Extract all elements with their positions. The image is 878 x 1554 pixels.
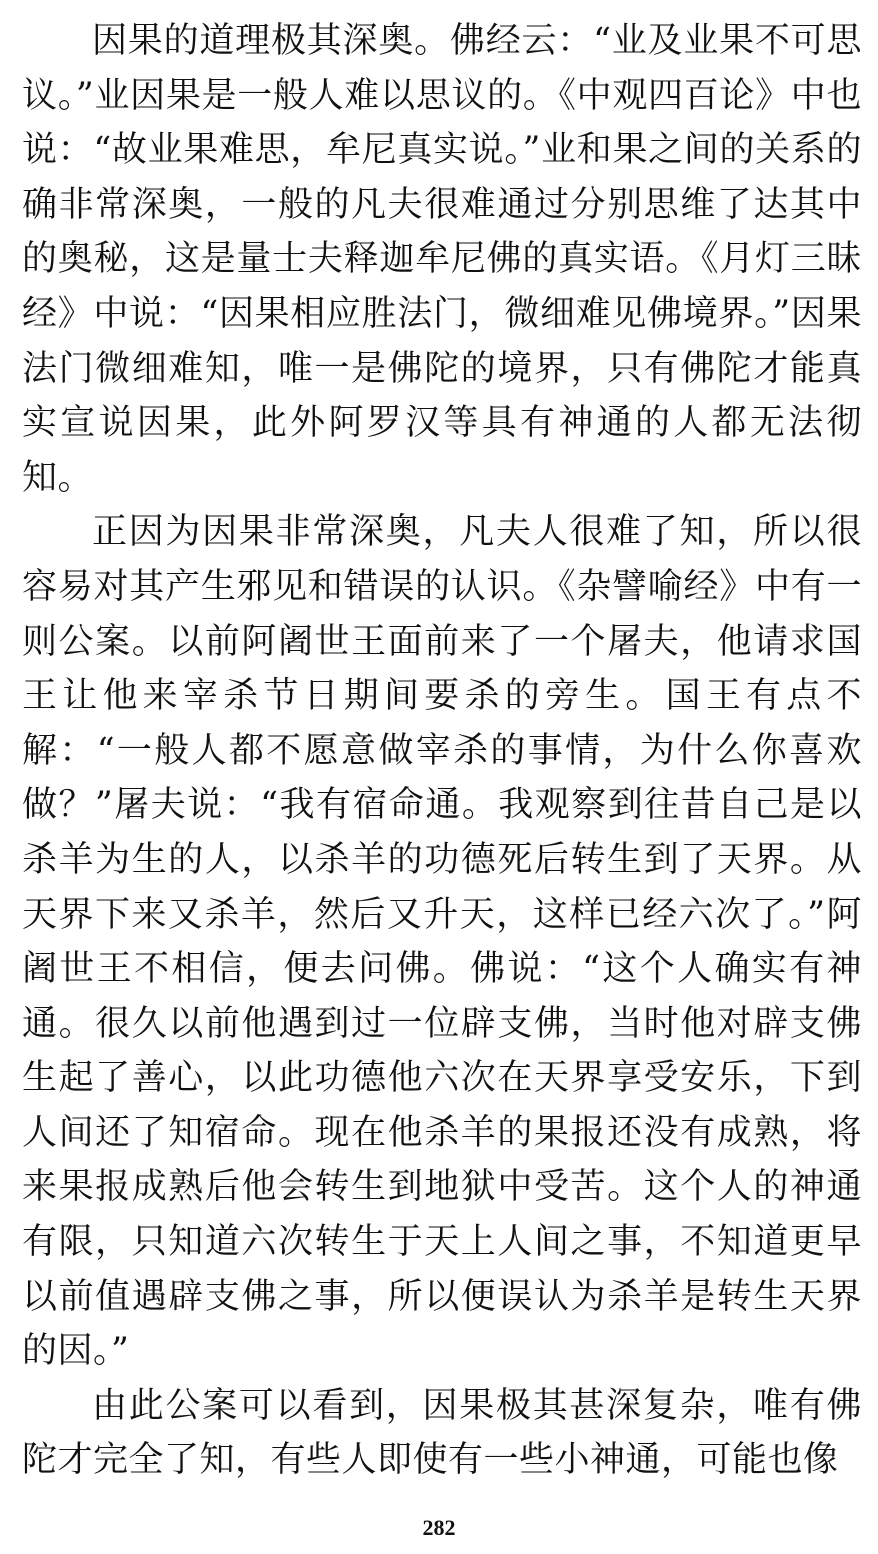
page-body (22, 14, 862, 1488)
page-number: 282 (422, 1515, 456, 1540)
paragraph-1: 因果的道理极其深奥。佛经云：“业及业果不可思议。”业因果是一般人难以思议的。《中观四百论》中也说：“故业果难思，牟尼真实说。”业和果之间的关系的确非常深奥，一般的凡夫很难通过分别思维了达其中的奥秘，这是量士夫释迦牟尼佛的真实语。《月灯三昧经》中说：“因果相应胜法门，微细难见佛境界。”因果法门微细难知，唯一是佛陀的境界，只有佛陀才能真实宣说因果，此外阿罗汉等具有神通的人都无法彻知。 (22, 21, 862, 498)
paragraph-2: 正因为因果非常深奥，凡夫人很难了知，所以很容易对其产生邪见和错误的认识。《杂譬喻经》中有一则公案。以前阿阇世王面前来了一个屠夫，他请求国王让他来宰杀节日期间要杀的旁生。国王有点不解：“一般人都不愿意做宰杀的事情，为什么你喜欢做？”屠夫说：“我有宿命通。我观察到往昔自己是以杀羊为生的人，以杀羊的功德死后转生到了天界。从天界下来又杀羊，然后又升天，这样已经六次了。”阿阇世王不相信，便去问佛。佛说：“这个人确实有神通。很久以前他遇到过一位辟支佛，当时他对辟支佛生起了善心，以此功德他六次在天界享受安乐，下到人间还了知宿命。现在他杀羊的果报还没有成熟，将来果报成熟后他会转生到地狱中受苦。这个人的神通有限，只知道六次转生于天上人间之事，不知道更早以前值遇辟支佛之事，所以便误认为杀羊是转生天界的因。” (22, 512, 862, 1372)
paragraph-3: 由此公案可以看到，因果极其甚深复杂，唯有佛陀才完全了知，有些人即使有一些小神通，可能也像 (22, 1385, 862, 1481)
